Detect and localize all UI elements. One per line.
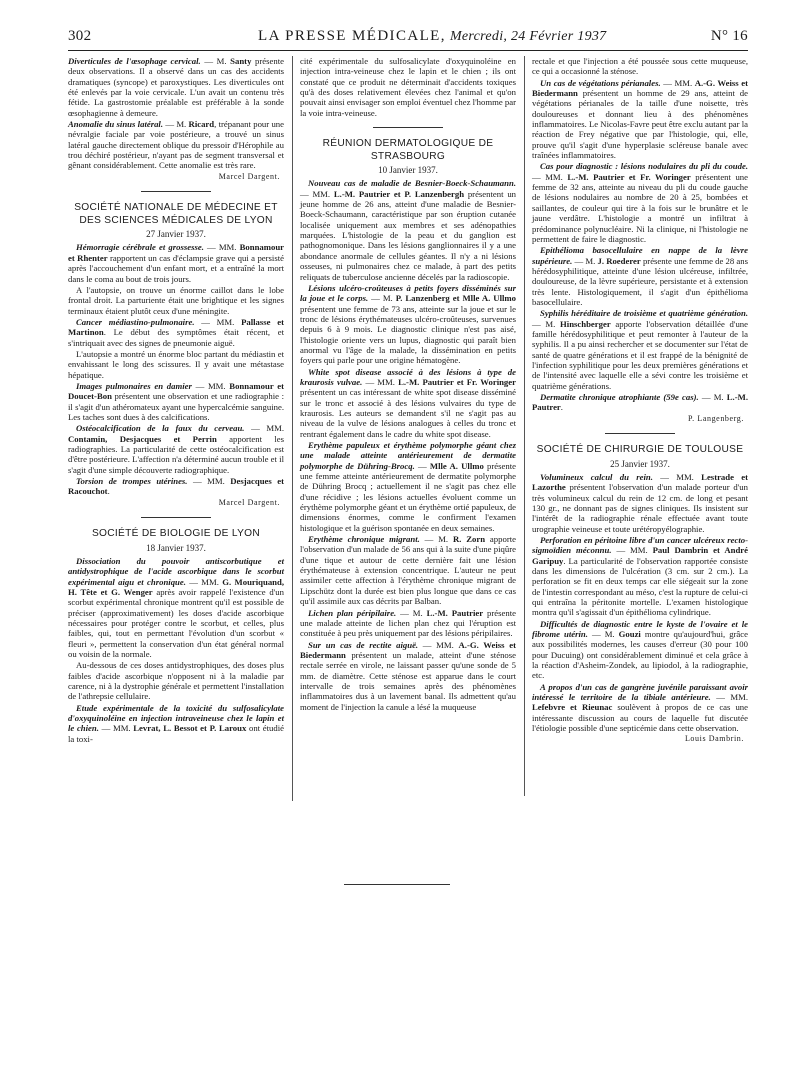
article-dash: — [414,460,430,471]
article-body: . La particularité de l'observation rapportée consiste dans les dimensions de l'ulcération (3 cm. sur 2 cm.). La perforation se fit en deux temps car elle siégeait sur la zone de l'intestin correspondant au méso, c'est la rupture de celui-ci qui entraîna la péritonite mortelle. L'examen histologique montra qu'il s'agissait d'un épithélioma cylindrique. [532,555,748,618]
article-dash: — M. [587,629,619,640]
article-authors: L.-M. Pautrer [532,392,748,413]
article-authors: A.-G. Weiss et Biedermann [300,639,516,660]
article-authors: J. Roederer [597,255,641,266]
article-authors: L.-M. Pautrier et P. Lanzenbergh [333,188,465,199]
column-divider-2 [524,56,525,796]
header-rule [68,50,748,51]
section-heading: RÉUNION DERMATOLOGIQUE DE STRASBOURG [322,138,494,162]
running-title [258,28,606,45]
article-body: A l'autopsie, on trouve un énorme caillot dans le lobe frontal droit. La parturiente était une brightique et les signes terminaux étaient plutôt ceux d'une méningite. [68,284,284,316]
article-authors: L.-M. Pautrier et Fr. Woringer [567,171,691,182]
issue-number: N° 16 [710,28,748,44]
article-body: Au-dessous de ces doses antidystrophiques, des doses plus faibles d'acide ascorbique n'opposent ni à la maladie par carence, ni à la dystrophie générale et permettent l'installation de l'athrepsie cellulaire. [68,660,284,702]
article-paragraph [532,56,748,77]
article-title: Erythème chronique migrant. [308,534,420,545]
article-dash: — M. [163,119,189,130]
article-title: Images pulmonaires en damier [76,380,192,391]
article-body: présentent un malade, atteint d'une sténose rectale serrée en virole, ne laissant passer qu'une sonde de 5 mm. de diamètre. Cette sténose est apparue dans le court intervalle de trois semaines après des phénomènes inflammatoires dus à un lavement banal. Ils admettent qu'au moment de l'injection la canule a lésé la muqueuse [300,649,516,712]
article-paragraph [532,161,748,244]
article-paragraph [68,56,284,118]
section-rule [605,433,675,434]
article-dash: — MM. [187,476,231,487]
article-title: Epithélioma basocellulaire en nappe de la lèvre supérieure. [532,245,748,266]
page-header [68,28,748,48]
issue-date: Mercredi, 24 Février 1937 [449,29,607,44]
meeting-date: 18 Janvier 1937. [146,542,206,553]
article-dash: — MM. [300,188,334,199]
article-paragraph [68,703,284,744]
article-paragraph [532,472,748,534]
article-authors: R. Zorn [452,534,486,545]
article-authors: L.-M. Pautrier et Fr. Woringer [398,376,516,387]
article-dash: — MM. [194,316,242,327]
author-signature: Marcel Dargent. [218,171,280,181]
meeting-date: 10 Janvier 1937. [378,165,438,176]
article-body: présentent une femme de 32 ans, atteinte au niveau du pli du coude gauche de lésions nodulaires au nombre de 20 à 25, bombées et saillantes, de couleur qui tire à la fois sur le brunâtre et le jaune verdâtre. L'histologie a montré un infiltrat à prédominance polynucléaire. Ni la clinique, ni l'histologie ne permettent de faire le diagnostic. [532,171,749,244]
article-title: Anomalie du sinus latéral. [68,119,164,130]
column-1 [68,56,284,745]
article-body: apporte l'observation détaillée d'une famille hérédosyphilitique et peut remonter à l'auteur de la syphilis. Il a pu ainsi rechercher et se documenter sur l'état de santé de quatre générations et il est frappé de la bénignité de l'infection syphilitique pour les deux premières générations et de l'intensité avec laquelle elle a sévi contre les troisième et quatrième générations. [532,318,749,391]
end-rule [344,884,450,885]
article-body: présente une femme de 28 ans hérédosyphilitique, atteinte d'une lésion ulcéreuse, infiltrée, douloureuse, de la lèvre supérieure, persistante et à extension très lente. Histologiquement, il s'agit d'un épithélioma basocellulaire. [532,255,748,307]
section-rule [373,127,443,128]
article-authors: Contamin, Desjacques et Perrin [68,433,217,444]
article-paragraph [532,535,748,618]
article-body: présentent un homme de 29 ans, atteint de végétations périanales de la taille d'une noisette, très douloureuses et donnant lieu à des phénomènes inflammatoires. Le Nicolas-Favre peut être exclu autant par la réaction de Frey négative que par l'histologie, qui, elle, prouve qu'il s'agit d'une hyperplasie scléreuse banale avec traînées inflammatoires. [532,88,748,161]
article-paragraph [300,367,516,439]
article-body: cité expérimentale du sulfosalicylate d'oxyquinoléine en injection intra-veineuse chez le lapin et le chien ; ils ont constaté que ce produit ne déterminait d'accidents toxiques qu'à des doses relativement élevées chez l'animal et qu'on pouvait ainsi envisager son emploi éventuel chez l'homme par la voie intra-veineuse. [300,56,516,118]
article-authors: Ricard [188,119,215,130]
article-title: Hémorragie cérébrale et grossesse. [76,242,204,253]
article-title: Cas pour diagnostic : lésions nodulaires du pli du coude. [540,161,748,172]
article-body: apporte l'observation d'un malade de 56 ans qui à la suite d'une piqûre d'une tique et autour de cette dernière fait une lésion érythémateuse à extension concentrique. L'auteur ne peut assimiler cette affection à l'érythème chronique migrant de Lipschütz dont la durée est bien plus longue que dans ce cas qu'il assimile aux cas décrits par Balban. [300,534,516,607]
article-dash: — M. [698,392,727,402]
article-dash: — MM. [185,576,223,587]
article-paragraph [68,285,284,316]
article-dash: — M. [572,255,598,266]
article-dash: — MM. [98,723,134,734]
article-title: Etude expérimentale de la toxicité du sulfosalicylate d'oxyquinoléine en injection intraveineuse chez le lapin et le chien. [68,702,284,734]
article-title: Sur un cas de rectite aiguë. [308,639,419,650]
section-heading: SOCIÉTÉ DE BIOLOGIE DE LYON [91,528,261,540]
article-dash: — MM. [611,545,653,556]
article-paragraph [68,423,284,475]
article-body: montre qu'aujourd'hui, grâce aux possibilités modernes, les causes d'erreur (30 pour 100 pour Ducuing) ont considérablement diminué et cela grâce à la réaction d'Asheim-Zondek, au lipiodol, à la radiographie, etc. [532,629,748,681]
article-paragraph [300,56,516,118]
article-dash: — MM. [244,423,284,434]
article-paragraph [532,392,748,413]
meeting-date: 27 Janvier 1937. [146,229,206,240]
article-body: présente deux observations. Il a observé dans un cas des accidents dramatiques (syncope) et paroxystiques. Les diverticules ont été enlevés par la voie cervicale. L'un avait un contenu très fétide. La gastrostomie préalable est préférable à la sonde œsophagienne à demeure. [68,56,284,118]
article-authors: Desjacques et Racouchot [68,476,285,497]
article-dash: — MM. [203,242,240,253]
journal-title: LA PRESSE MÉDICALE, [258,28,446,44]
article-dash: — M. [396,607,427,618]
article-paragraph [68,381,284,422]
article-body: présentent l'observation d'un malade porteur d'un très volumineux calcul du rein de 12 cm. de long et pesant 130 gr., ne donnant pas de signes cliniques. Ils insistent sur l'intérêt de la radiographie rénale effectuée avant toute urographie veineuse et toute urétéropyélographie. [532,482,748,534]
article-dash: — MM. [710,692,748,703]
article-title: Nouveau cas de maladie de Besnier-Boeck-Schaumann. [308,178,516,189]
article-paragraph [532,619,748,681]
article-authors: A.-G. Weiss et Biedermann [532,77,748,99]
article-paragraph [68,476,284,497]
article-title: A propos d'un cas de gangrène juvénile paraissant avoir intéressé le territoire de la tibiale antérieure. [532,681,748,703]
article-body: rapportent un cas d'éclampsie grave qui a persisté après l'accouchement d'un enfant mort, et a entraîné la mort dans le coma au bout de trois jours. [68,252,284,284]
article-body: ont étudié la toxi- [68,723,284,744]
article-paragraph [300,440,516,533]
article-body: présente une malade atteinte de lichen plan chez qui l'éruption est constituée à peu près uniquement par des lésions péripilaires. [300,607,516,639]
article-authors: Mlle A. Ullmo [429,460,484,471]
article-title: Torsion de trompes utérines. [76,476,188,487]
article-paragraph [300,640,516,712]
section-heading: SOCIÉTÉ NATIONALE DE MÉDECINE ET DES SCIENCES MÉDICALES DE LYON [74,202,278,226]
article-body: soulèvent à propos de ce cas une intéressante discussion au cours de laquelle fut discutée l'étiologie possible d'une septicémie dans cette observation. [532,702,748,734]
meeting-date: 25 Janvier 1937. [610,458,670,469]
article-paragraph [532,308,748,391]
article-title: Lichen plan péripilaire. [308,607,397,618]
article-title: Cancer médiastino-pulmonaire. [76,316,195,327]
article-authors: Bonnamour et Doucet-Bon [68,380,284,402]
article-title: Erythème papuleux et érythème polymorphe géant chez une malade atteinte antérieurement de dermatite polymorphe de Dühring-Brocq. [300,440,516,471]
article-body: , trépanant pour une névralgie faciale par voie postérieure, a trouvé un sinus latéral gauche directement oblique du pressoir d'Hérophile au trou déchiré postérieur, n'ayant pas de segment transversal et gênant considérablement. Cette anomalie est très rare. [68,119,285,171]
article-paragraph [300,534,516,606]
article-body: . [107,486,110,497]
article-authors: P. Lanzenberg et Mlle A. Ullmo [395,293,516,304]
article-paragraph [532,78,748,161]
article-title: Ostéocalcification de la faux du cerveau. [76,423,245,434]
author-signature: Marcel Dargent. [218,497,280,507]
article-paragraph [300,608,516,639]
article-authors: Paul Dambrin et André Garipuy [532,545,749,566]
article-title: Dermatite chronique atrophiante (59e cas). [540,392,699,402]
article-dash: — MM. [532,171,568,182]
article-body: présente une femme atteinte antérieurement de dermatite polymorphe de Dühring Brocq ; actuellement il ne s'agit pas chez elle d'une récidive ; les lésions actuelles évoluent comme un érythème polymorphe géant et un érythème ortié papuleux, de dimensions énormes, comme le confirment l'examen histologique et la guérison spontanée en deux semaines. [300,460,516,533]
article-dash: — MM. [660,77,695,88]
author-signature: Louis Dambrin. [684,734,744,744]
article-title: Un cas de végétations périanales. [540,77,661,88]
article-dash: — M. [368,293,396,304]
article-dash: — M. [532,318,561,329]
article-body: . [560,402,563,413]
article-paragraph [300,283,516,366]
article-authors: Gouzi [618,629,641,640]
article-authors: Levrat, L. Bessot et P. Laroux [133,723,247,734]
article-body: présentent un cas intéressant de white spot disease disséminé sur le tronc et associé à des lésions vulvaires du type de kraurosis. Les auteurs se demandent s'il ne s'agit pas au niveau de la vulve de lésions analogues à celles du tronc et rentrant également dans le cadre du white spot disease. [300,387,516,439]
article-body: présentent une observation et une radiographie : il s'agit d'un athéromateux ayant une hypercalcémie sanguine. Les taches sont dues à des calcifications. [68,391,284,422]
column-3 [532,56,748,749]
article-paragraph [68,317,284,348]
article-paragraph [68,242,284,283]
article-body: présentent un jeune homme de 26 ans, atteint d'une maladie de Besnier-Boeck-Schaumann, caractéristique par son éruption cutanée localisée uniquement aux membres et ses adénopathies marquées. L'histologie de la peau et du ganglion est pathognomonique. Dans les lésions ganglionnaires il y a une abondance anormale de cellules géantes. Il n'y a ni lésions osseuses, ni pulmonaires chez ce malade, à part des petits reliquats de tuberculose ancienne décelés par la radioscopie. [300,188,517,282]
article-paragraph [532,682,748,734]
article-dash: — MM. [362,376,399,387]
article-authors: Bonnamour et Rhenter [68,242,285,263]
article-authors: Pallasse et Martinon [68,316,284,338]
article-title: Volumineux calcul du rein. [540,471,653,482]
article-authors: G. Mouriquand, H. Tête et G. Wenger [68,576,285,597]
article-body: présentent une femme de 73 ans, atteinte sur la joue et sur le tronc de lésions érythémateuses ulcéro-croûteuses, survenues depuis 6 à 9 mois. Le diagnostic clinique n'est pas aisé, l'histologie oriente vers un lupus, diagnostic qui paraît bien anormal vu l'âge de la malade, la dissémination en petits foyers qui parle pour une origine hématogène. [300,303,516,366]
article-authors: Santy [230,56,252,66]
section-rule [141,517,211,518]
article-title: Syphilis héréditaire de troisième et quatrième génération. [540,308,748,319]
article-paragraph [300,178,516,281]
column-2 [300,56,516,713]
article-paragraph [532,245,748,307]
article-title: Diverticules de l'œsophage cervical. [68,56,201,66]
article-title: Dissociation du pouvoir antiscorbutique et antidystrophique de l'acide ascorbique dans le scorbut expérimental aigu et chronique. [68,555,284,587]
column-divider-1 [292,56,293,801]
article-body: apportent les radiographies. La particularité de cette ostéocalcification est d'être postérieure. L'affection n'a déterminé aucun trouble et il s'agit d'une simple découverte radiographique. [68,433,284,475]
article-paragraph [68,119,284,171]
section-heading: SOCIÉTÉ DE CHIRURGIE DE TOULOUSE [536,444,744,456]
article-paragraph [68,349,284,380]
article-title: Perforation en péritoine libre d'un cancer ulcéreux recto-sigmoïdien méconnu. [532,534,748,556]
article-authors: Lestrade et Lazorthe [532,471,749,493]
article-authors: Lefebvre et Rieunac [532,702,613,713]
article-dash: — M. [200,56,231,66]
article-authors: Hinschberger [560,318,611,329]
article-paragraph [68,660,284,701]
section-rule [141,191,211,192]
article-body: L'autopsie a montré un énorme bloc partant du médiastin et envahissant le long des scissures. Il y avait une métastase hépatique. [68,348,284,380]
article-authors: L.-M. Pautrier [426,607,484,618]
author-signature: P. Langenberg. [687,413,744,423]
article-body: . Le début des symptômes était récent, et s'intriquait avec des signes de pneumonie aiguë. [68,327,284,348]
article-paragraph [68,556,284,659]
page-number: 302 [68,28,92,44]
article-title: White spot disease associé à des lésions à type de kraurosis vulvae. [300,366,516,387]
article-title: Lésions ulcéro-croûteuses à petits foyers disséminés sur la joue et le corps. [300,282,516,304]
article-dash: — MM. [418,639,459,650]
article-dash: — MM. [652,471,702,482]
article-dash: — MM. [191,380,230,391]
article-title: Difficultés de diagnostic entre le kyste de l'ovaire et le fibrome utérin. [532,618,748,640]
article-dash: — M. [419,534,453,545]
article-body: après avoir rappelé l'existence d'un scorbut expérimental chronique montrent qu'il est possible de préciser (approximativement) les doses d'acide ascorbique nécessaires pour protéger contre le scorbut, et celles, plus faibles, qui, tout en permettant l'évolution d'un scorbut « fleuri », permettent la conservation d'un état général normal ou voisin de la normale. [68,586,284,659]
article-body: rectale et que l'injection a été poussée sous cette muqueuse, ce qui a occasionné la sténose. [532,56,748,77]
